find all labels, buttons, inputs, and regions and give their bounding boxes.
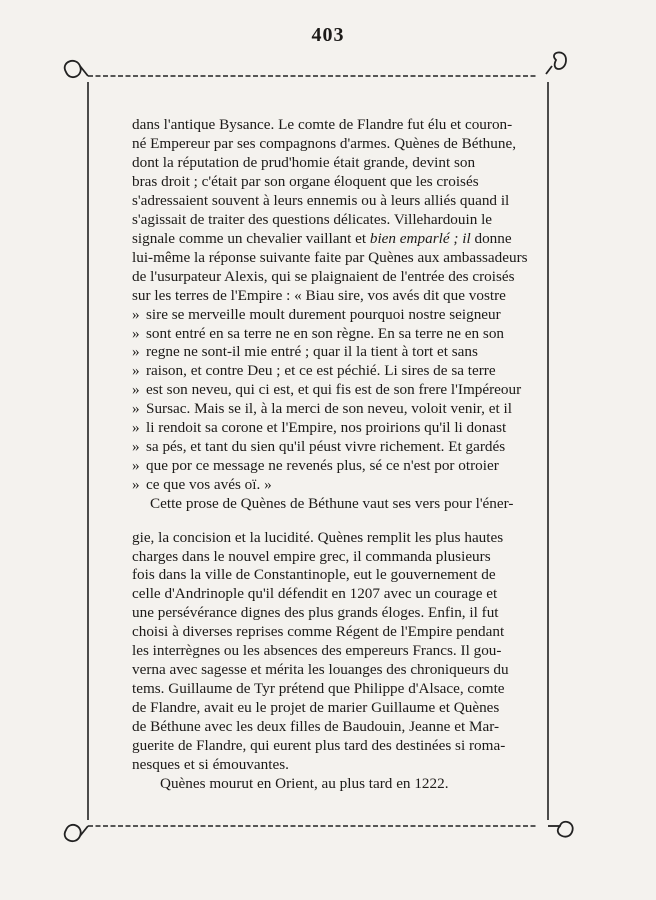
- quoted-line: » li rendoit sa corone et l'Empire, nos proirions qu'il li donast: [132, 419, 507, 436]
- quote-mark: »: [132, 476, 140, 493]
- text-line: tems. Guillaume de Tyr prétend que Philippe d'Alsace, comte: [132, 680, 505, 697]
- text-line: choisi à diverses reprises comme Régent de l'Empire pendant: [132, 623, 505, 640]
- quoted-line: » que por ce message ne revenés plus, sé ce n'est por otroier: [132, 457, 499, 474]
- quote-mark: »: [132, 419, 140, 436]
- quote-mark: »: [132, 438, 140, 455]
- quoted-line: » est son neveu, qui ci est, et qui fis est de son frere l'Impéreour: [132, 381, 522, 398]
- quoted-line: » ce que vos avés oï. »: [132, 476, 272, 493]
- corner-ornament-bottom-left-icon: [65, 825, 88, 841]
- quoted-line: » regne ne sont-il mie entré ; quar il la tient à tort et sans: [132, 343, 478, 360]
- quote-mark: »: [132, 306, 140, 323]
- text-line: s'adressaient souvent à leurs ennemis ou à leurs alliés quand il: [132, 192, 510, 209]
- text-line: sur les terres de l'Empire : « Biau sire, vos avés dit que vostre: [132, 287, 506, 304]
- quote-mark: »: [132, 400, 140, 417]
- text-line: né Empereur par ses compagnons d'armes. Quènes de Béthune,: [132, 135, 516, 152]
- corner-ornament-bottom-right-icon: [548, 822, 573, 837]
- quoted-line: » sire se merveille moult durement pourquoi nostre seigneur: [132, 306, 501, 323]
- page-number: 403: [311, 24, 345, 46]
- text-line: s'agissait de traiter des questions délicates. Villehardouin le: [132, 211, 493, 228]
- quoted-line: » Sursac. Mais se il, à la merci de son neveu, voloit venir, et il: [132, 400, 512, 417]
- text-line: de Flandre, avait eu le projet de marier Guillaume et Quènes: [132, 699, 500, 716]
- quote-mark: »: [132, 381, 140, 398]
- quote-mark: »: [132, 325, 140, 342]
- text-line: verna avec sagesse et mérita les louanges des chroniqueurs du: [132, 661, 509, 678]
- quoted-line: » raison, et contre Deu ; et ce est péchié. Li sires de sa terre: [132, 362, 496, 379]
- text-line: de l'usurpateur Alexis, qui se plaignaient de l'entrée des croisés: [132, 268, 515, 285]
- text-line: dans l'antique Bysance. Le comte de Flandre fut élu et couron-: [132, 116, 513, 133]
- italic-phrase: bien emparlé ; il: [369, 230, 471, 247]
- closing-line: Quènes mourut en Orient, au plus tard en 1222.: [160, 775, 449, 792]
- text-line: celle d'Andrinople qu'il défendit en 1207 avec un courage et: [132, 585, 498, 602]
- text-line: charges dans le nouvel empire grec, il commanda plusieurs: [132, 548, 491, 565]
- text-line: lui-même la réponse suivante faite par Quènes aux ambassadeurs: [132, 249, 528, 266]
- text-line: bras droit ; c'était par son organe éloquent que les croisés: [132, 173, 479, 190]
- text-line: signale comme un chevalier vaillant et bien emparlé ; il donne: [132, 230, 512, 247]
- quoted-line: » sa pés, et tant du sien qu'il péust vivre richement. Et gardés: [132, 438, 506, 455]
- text-line: nesques et si émouvantes.: [132, 756, 289, 773]
- paragraph-first-line: Cette prose de Quènes de Béthune vaut ses vers pour l'éner-: [150, 495, 514, 512]
- corner-ornament-top-left-icon: [65, 61, 88, 77]
- quote-mark: »: [132, 457, 140, 474]
- text-line: guerite de Flandre, qui eurent plus tard des destinées si roma-: [132, 737, 506, 754]
- corner-ornament-top-right-icon: [546, 52, 566, 74]
- quote-mark: »: [132, 343, 140, 360]
- quote-mark: »: [132, 362, 140, 379]
- text-line: de Béthune avec les deux filles de Baudouin, Jeanne et Mar-: [132, 718, 500, 735]
- text-line: les interrègnes ou les absences des empereurs Francs. Il gou-: [132, 642, 502, 659]
- text-line: fois dans la ville de Constantinople, eut le gouvernement de: [132, 566, 496, 583]
- quoted-line: » sont entré en sa terre ne en son règne. En sa terre ne en son: [132, 325, 505, 342]
- text-line: une persévérance dignes des plus grands éloges. Enfin, il fut: [132, 604, 499, 621]
- text-line: dont la réputation de prud'homie était grande, devint son: [132, 154, 476, 171]
- text-line: gie, la concision et la lucidité. Quènes remplit les plus hautes: [132, 529, 504, 546]
